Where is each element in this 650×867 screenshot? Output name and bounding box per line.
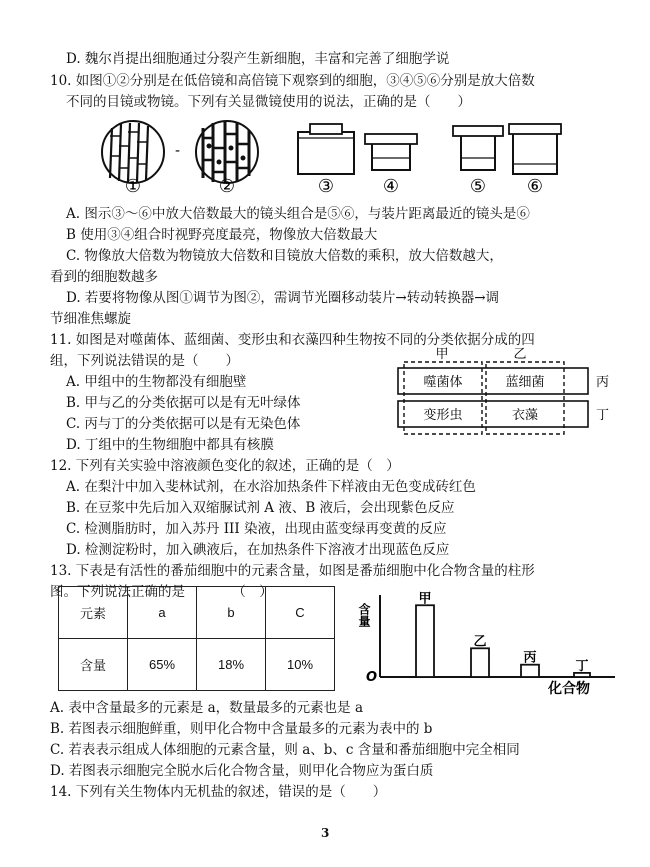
- cell-phage: 噬菌体: [423, 375, 463, 390]
- label-6: ⑥: [526, 176, 544, 197]
- q10-option-d-cont: 节细准焦螺旋: [50, 311, 131, 327]
- group-yi-label: 乙: [513, 347, 527, 362]
- q12-option-c: C. 检测脂肪时，加入苏丹 III 染液，出现由蓝变绿再变黄的反应: [66, 521, 447, 537]
- low-power-view: [102, 121, 164, 183]
- bar: [471, 648, 489, 677]
- table-cell: 元素: [59, 587, 128, 639]
- bar-label: 丙: [523, 650, 537, 666]
- bar-label: 丁: [575, 658, 589, 674]
- origin-label: O: [366, 670, 378, 685]
- lens-3: [298, 124, 354, 174]
- q10-option-c-cont: 看到的细胞数越多: [50, 269, 158, 285]
- figure-dash: -: [175, 143, 181, 159]
- lens-5: [453, 126, 503, 170]
- table-cell: 10%: [266, 639, 335, 691]
- label-4: ④: [382, 176, 400, 197]
- group-jia-label: 甲: [435, 347, 449, 362]
- q12-option-b: B. 在豆浆中先后加入双缩脲试剂 A 液、B 液后，会出现紫色反应: [66, 500, 455, 516]
- q10-option-b: B 使用③④组合时视野亮度最亮，物像放大倍数最大: [66, 227, 378, 243]
- q14-stem: 14. 下列有关生物体内无机盐的叙述，错误的是（ ）: [50, 784, 387, 800]
- q9-option-d: D. 魏尔肖提出细胞通过分裂产生新细胞，丰富和完善了细胞学说: [66, 51, 450, 67]
- q11-stem: 11. 如图是对噬菌体、蓝细菌、变形虫和衣藻四种生物按不同的分类依据分成的四: [50, 332, 535, 348]
- group-bing-label: 丙: [596, 375, 610, 390]
- table-row: [59, 639, 335, 691]
- table-row: [59, 587, 335, 639]
- q11-classification-figure: [390, 344, 620, 439]
- cell-cyanobacteria: 蓝细菌: [505, 375, 545, 390]
- table-cell: a: [128, 587, 197, 639]
- q11-option-c: C. 丙与丁的分类依据可以是有无染色体: [66, 416, 301, 432]
- q10-stem-cont: 不同的目镜或物镜。下列有关显微镜使用的说法，正确的是（ ）: [66, 94, 471, 110]
- y-axis-label: 含量: [357, 603, 371, 627]
- label-1: ①: [124, 176, 142, 197]
- lens-4: [365, 134, 417, 170]
- q12-option-d: D. 检测淀粉时，加入碘液后，在加热条件下溶液才出现蓝色反应: [66, 542, 450, 558]
- q11-stem-cont: 组，下列说法错误的是（ ）: [50, 353, 239, 369]
- q10-option-d: D. 若要将物像从图①调节为图②，需调节光圈移动装片→转动转换器→调: [66, 290, 500, 306]
- page-number: 3: [321, 826, 330, 840]
- x-axis-label: 化合物: [548, 681, 590, 695]
- cell-chlamydomonas: 衣藻: [511, 408, 539, 423]
- label-2: ②: [218, 176, 236, 197]
- table-cell: b: [197, 587, 266, 639]
- q10-option-a: A. 图示③～⑥中放大倍数最大的镜头组合是⑤⑥，与装片距离最近的镜头是⑥: [66, 206, 530, 222]
- compound-content-chart: [350, 585, 630, 695]
- q11-option-d: D. 丁组中的生物细胞中都具有核膜: [66, 437, 274, 453]
- bar-label: 乙: [473, 634, 487, 650]
- q12-stem: 12. 下列有关实验中溶液颜色变化的叙述，正确的是（ ）: [50, 458, 400, 474]
- q13-stem-cont: 图。下列说法正确的是 （ ）: [50, 584, 273, 600]
- lens-6: [509, 124, 561, 174]
- q13-option-a: A. 表中含量最多的元素是 a，数量最多的元素也是 a: [50, 700, 364, 716]
- high-power-view: [196, 121, 258, 183]
- q13-stem: 13. 下表是有活性的番茄细胞中的元素含量，如图是番茄细胞中化合物含量的柱形: [50, 563, 535, 579]
- q12-option-a: A. 在梨汁中加入斐林试剂，在水浴加热条件下样液由无色变成砖红色: [66, 479, 476, 495]
- table-cell: 含量: [59, 639, 128, 691]
- q13-option-b: B. 若图表示细胞鲜重，则甲化合物中含量最多的元素为表中的 b: [50, 721, 433, 737]
- label-3: ③: [317, 176, 335, 197]
- bar-label: 甲: [418, 591, 432, 607]
- q11-option-a: A. 甲组中的生物都没有细胞壁: [66, 374, 247, 390]
- table-cell: C: [266, 587, 335, 639]
- table-cell: 18%: [197, 639, 266, 691]
- q10-option-c: C. 物像放大倍数为物镜放大倍数和目镜放大倍数的乘积，放大倍数越大，: [66, 248, 503, 264]
- q10-stem: 10. 如图①②分别是在低倍镜和高倍镜下观察到的细胞，③④⑤⑥分别是放大倍数: [50, 73, 535, 89]
- label-5: ⑤: [469, 176, 487, 197]
- group-ding-label: 丁: [596, 408, 610, 423]
- bar: [521, 665, 539, 677]
- element-content-table: [58, 586, 335, 691]
- cell-amoeba: 变形虫: [423, 408, 463, 423]
- q13-option-d: D. 若图表示细胞完全脱水后化合物含量，则甲化合物应为蛋白质: [50, 763, 434, 779]
- q11-option-b: B. 甲与乙的分类依据可以是有无叶绿体: [66, 395, 301, 411]
- q13-option-c: C. 若表表示组成人体细胞的元素含量，则 a、b、c 含量和番茄细胞中完全相同: [50, 742, 520, 758]
- table-cell: 65%: [128, 639, 197, 691]
- q10-figure: [85, 118, 585, 198]
- bar: [416, 605, 434, 677]
